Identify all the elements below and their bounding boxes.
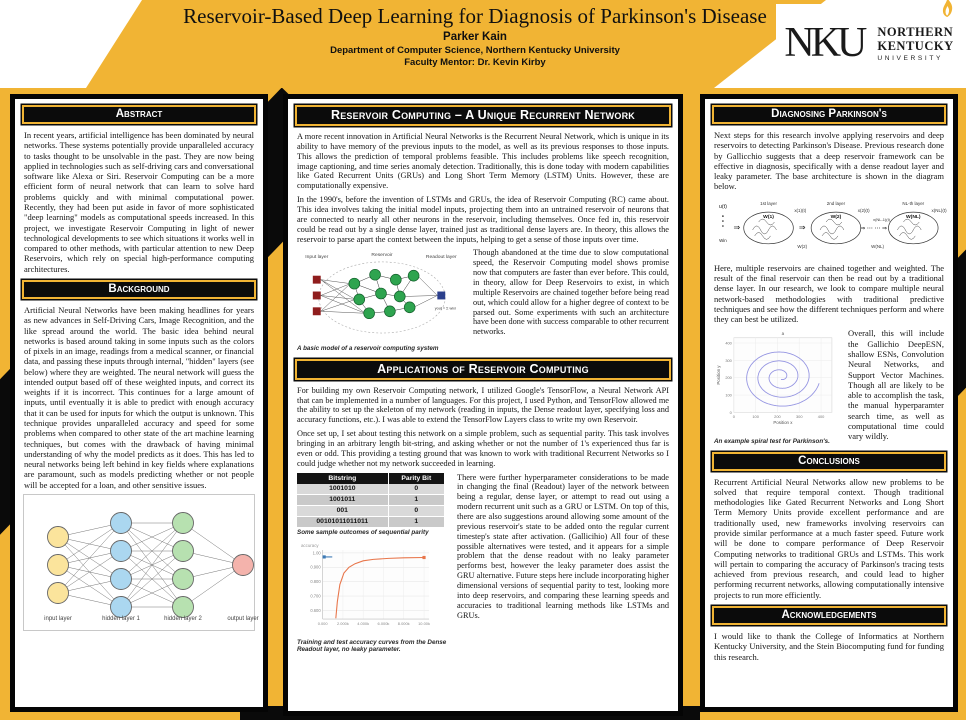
middle-column-panel <box>283 94 683 716</box>
applications-p3: There were further hyperparameter considerations to be made in changing the final (Readout) layer of the network between being a regular, dense layer, or attempt to read out using a modern recurrent unit such as a GRU or LSTM. On top of this, there are also suggestions around allowing some amount of the previous reservoir's state to be added onto the regular current timestep's state after activation. (Gallicihio) All four of these possible alternatives were tested, and it appears for a simple problem that the dense readout with no leaky parameter performs best, however the leaky parameter does assist the GRU alternative. Future steps here include incorporating higher dimensional versions of sequential parity to test, looking more into deep reservoirs, and comparing these learning speeds and accuracies to traditional learning methods like LSTMs and GRUs. <box>457 472 669 620</box>
svg-text:output layer: output layer <box>227 616 259 622</box>
spiral-caption: An example spiral test for Parkinson's. <box>714 438 830 446</box>
svg-text:2.000k: 2.000k <box>336 620 349 626</box>
nku-wordmark <box>877 26 953 62</box>
svg-text:input layer: input layer <box>44 616 72 622</box>
svg-text:hidden layer 2: hidden layer 2 <box>164 616 202 622</box>
reservoir-p2: In the 1990's, before the invention of LSTMs and GRUs, the idea of Reservoir Computing (RC) came about. This idea involves taking the initial model inputs, projecting them into an untrained reservoir of neurons that are connected to nearly all other neurons in the reservoir, including themselves. Once fed in, this reservoir could be read out by a single dense layer, trained just as traditional dense layers are. In theory, this allows the reservoir to parse apart the context between the inputs, helping to get a sense of those inputs over time. <box>297 195 669 244</box>
svg-text:1st layer: 1st layer <box>760 200 777 206</box>
parity-table-body <box>297 484 445 528</box>
svg-text:Input layer: Input layer <box>305 255 329 261</box>
svg-text:300: 300 <box>795 414 803 420</box>
svg-text:yout = Σ wixi: yout = Σ wixi <box>434 306 456 311</box>
section-header-reservoir-computing: Reservoir Computing – A Unique Recurrent Network <box>295 105 671 126</box>
reservoir-figure <box>297 248 467 344</box>
svg-text:x(1)(t): x(1)(t) <box>794 207 807 213</box>
poster-title: Reservoir-Based Deep Learning for Diagnosis of Parkinson's Disease <box>183 4 767 28</box>
table-row: 1001010 0 <box>297 484 445 495</box>
svg-text:⇒: ⇒ <box>733 222 741 232</box>
reservoir-p3-block <box>473 248 669 337</box>
svg-text:a: a <box>781 331 785 337</box>
applications-p2: Once set up, I set about testing this network on a simple problem, such as sequential parity. This task involves bringing in an arbitrary length bit-string, and asking whether or not the number of 1's experienced thus far is even or odd. This providing a testing ground that was known to work with traditional Recurrent Networks so I could judge whether not my network succeeded in learning. <box>297 429 669 468</box>
svg-text:2nd layer: 2nd layer <box>826 200 846 206</box>
reservoir-p1: A more recent innovation in Artificial Neural Networks is the Recurrent Neural Network, which is unique in its ability to have memory of the previous inputs to the model, as well as its previous responses to those inputs. This allows the prediction of temporal problems feasible. This includes problems like speech recognition, image captioning, and time series anomaly detection. Traditionally, this is done today with modern capabilities like Gated Recurrent Units (GRUs) and Long Short Term Memory (LSTM) Units. However, these are computationally expensive. <box>297 132 669 191</box>
accuracy-chart-caption: Training and test accuracy curves from the Dense Readout layer, no leaky parameter. <box>297 638 447 654</box>
col-bitstring: Bitstring <box>297 473 388 484</box>
diagnosing-p3-block <box>848 328 944 441</box>
reservoir-p3: Though abandoned at the time due to slow computational speed, the Reservoir Computing model shows promise now that computers are faster than ever before. This could, in theory, allow for Deep Reservoirs to exist, in which multiple Reservoirs are chained together before being read out, which could allow for a higher degree of context to be parsed out. Some experiments with such an architecture have been done with success comparable to other recurrent networks. <box>473 248 669 337</box>
svg-text:0.000: 0.000 <box>317 620 328 626</box>
reservoir-figure-block <box>297 248 467 352</box>
svg-text:1.00: 1.00 <box>312 550 321 556</box>
svg-text:⇒: ⇒ <box>798 222 806 232</box>
svg-text:Position x: Position x <box>773 420 793 426</box>
applications-p3-block <box>457 473 669 621</box>
svg-text:u(t): u(t) <box>718 203 727 210</box>
nku-logo <box>776 4 962 84</box>
nn-figure-svg <box>24 497 260 623</box>
table-header-row <box>297 473 445 484</box>
nku-line1: NORTHERN <box>877 25 954 39</box>
left-column-panel <box>10 94 268 712</box>
spiral-chart <box>714 328 844 437</box>
spiral-chart-svg <box>714 328 840 432</box>
abstract-text: In recent years, artificial intelligence has been dominated by neural networks. These systems potentially provide unparalleled accuracy to tasks thought to be unsolvable in the past. They are now being applied in technologies such as self-driving cars and conversational software like Alexa or Siri. Reservoir Computing can be a more efficient form of neural network that can learn to solve hard problems quickly and with minimal computational power. Recently, they had been put aside in favor of more sophisticated "deep learning" models as computational speeds increased. In this project, we investigate Reservoir Computing in light of newer technological developments to see which situations it works well in compared to other methods, with particular attention to new Deep Reservoirs, which rely on special high-performance computing architectures. <box>24 130 254 274</box>
section-header-background: Background <box>22 280 256 299</box>
accuracy-chart <box>297 540 449 638</box>
svg-text:10.00k: 10.00k <box>418 620 430 626</box>
section-header-applications: Applications of Reservoir Computing <box>295 359 671 380</box>
svg-text:200: 200 <box>725 375 732 381</box>
svg-text:0.800: 0.800 <box>310 578 321 584</box>
deep-esn-diagram <box>713 196 945 259</box>
svg-text:W(NL): W(NL) <box>871 243 885 249</box>
svg-text:100: 100 <box>752 414 759 420</box>
svg-text:400: 400 <box>725 340 732 346</box>
svg-text:Win: Win <box>719 237 727 243</box>
svg-text:400: 400 <box>817 414 825 420</box>
conclusions-text: Recurrent Artificial Neural Networks allow new problems to be solved that require temporal context. Though traditional methodologies like Gated Recurrent Networks and Long Short Term Memory Units provide excellent performance and are traditionally used, new frameworks involving reservoirs can provide similar performance at a much faster speed. Future work will be done to compare performance of Deep Reservoir Computing networks to traditional GRUs and LSTMs. This work will pertain to comparing the accuracy of Parkinson's tracing tests achieved from previous research, and could lead to higher performing recurrent networks, allowing computationally intensive projects to run more efficiently. <box>714 476 944 600</box>
diagnosing-p1: Next steps for this research involve applying reservoirs and deep reservoirs to detecting Parkinson's Disease. Previous research done by Gallicchio suggests that a deep reservoir framework can be effective in diagnosis, specifically with a dense readout layer and leaky parameter. The base architecture is shown in the diagram below. <box>714 130 944 192</box>
reservoir-figure-caption: A basic model of a reservoir computing system <box>297 345 439 353</box>
table-row: 1001011 1 <box>297 494 445 505</box>
nku-line3: UNIVERSITY <box>877 55 943 62</box>
poster-header <box>130 5 820 68</box>
table-row: 001 0 <box>297 505 445 516</box>
svg-text:4.000k: 4.000k <box>357 620 370 626</box>
table-row: 00101011011011 1 <box>297 516 445 527</box>
svg-text:W(NL): W(NL) <box>906 214 921 220</box>
right-column-panel <box>700 94 958 712</box>
svg-text:300: 300 <box>725 358 732 364</box>
nku-acronym: NKU <box>784 20 864 67</box>
section-header-abstract: Abstract <box>22 105 256 124</box>
parity-table-block <box>297 473 449 654</box>
accuracy-chart-svg <box>297 540 435 633</box>
spiral-figure-block <box>714 328 844 445</box>
diagnosing-p3: Overall, this will include the Gallichio DeepESN, shallow ESNs, Convolution Neural Networks, and Support Vector Machines. Though all are likely to be able to accomplish the task, the manual hyperparamter search time, as well as computational time could vary wildly. <box>848 328 944 442</box>
poster-author: Parker Kain <box>443 31 507 44</box>
poster-mentor: Faculty Mentor: Dr. Kevin Kirby <box>404 57 546 69</box>
deep-esn-svg <box>713 196 947 254</box>
svg-text:W(1): W(1) <box>763 214 774 220</box>
reservoir-figure-svg <box>297 248 465 339</box>
reservoir-figure-row <box>297 248 669 352</box>
svg-text:hidden layer 1: hidden layer 1 <box>102 616 140 622</box>
svg-text:x(NL)(t): x(NL)(t) <box>931 207 947 213</box>
svg-text:0.600: 0.600 <box>310 607 321 613</box>
svg-text:0.900: 0.900 <box>310 564 321 570</box>
section-header-acknowledgements: Acknowledgements <box>712 606 946 625</box>
svg-text:Reservoir: Reservoir <box>371 253 393 259</box>
svg-text:Position y: Position y <box>716 365 722 386</box>
svg-text:NL-th layer: NL-th layer <box>902 200 925 206</box>
applications-row <box>297 473 669 654</box>
svg-text:accuracy: accuracy <box>300 542 319 548</box>
svg-text:x(NL-1)(t): x(NL-1)(t) <box>873 216 891 222</box>
background-text: Artificial Neural Networks have been making headlines for years as new advances in Self-Driving Cars, Image Recognition, and the like spread around the world. The basic idea behind neural networks is based around taking in some inputs such as the colors of pixels in an image, readings from a medical scanner, or financial data, and passing these inputs through internal, "hidden" layers (see below) where they are weighted. The neural network will guess the intended output based off of these weighted inputs, and correct its weights if it is incorrect. This continues for a large amount of inputs, until eventually it is able to predict with enough accuracy that it can be used for inputs for which the output is unknown. This technique provides unparalleled accuracy and speed for some problems when compared to other state of the art machine learning techniques, but comes with the drawback of having minimal understanding of why the model predicts as it does. This has led to neural networks being left behind in key fields where explanations are paramount, such as models predicting whether or not people will be accepted for a loan, and other sensitive issues. <box>24 304 255 490</box>
svg-text:x(2)(t): x(2)(t) <box>857 207 870 213</box>
nn-figure <box>23 494 259 631</box>
section-header-diagnosing: Diagnosing Parkinson's <box>712 105 946 124</box>
svg-text:0: 0 <box>732 414 735 420</box>
poster-department: Department of Computer Science, Northern Kentucky University <box>330 45 620 57</box>
svg-text:W(2): W(2) <box>797 243 808 249</box>
diagnosing-p2: Here, multiple reservoirs are chained together and weighted. The result of the final reservoir can then be read out by a traditional dense layer. In our research, we look to compare multiple neural network-based methodologies with traditional predictive techniques and see how the different techniques perform and where they can best be utilized. <box>714 262 944 325</box>
svg-text:100: 100 <box>725 392 732 398</box>
svg-text:⇒ ⋯ ⋯ ⇒: ⇒ ⋯ ⋯ ⇒ <box>860 225 888 232</box>
parity-table-caption: Some sample outcomes of sequential parity <box>297 528 429 536</box>
nku-line2: KENTUCKY <box>877 38 954 53</box>
svg-text:8.000k: 8.000k <box>397 620 410 626</box>
svg-text:Readout layer: Readout layer <box>425 255 457 261</box>
svg-text:6.000k: 6.000k <box>377 620 390 626</box>
col-parity-bit: Parity Bit <box>388 473 444 484</box>
svg-text:W(2): W(2) <box>830 214 842 220</box>
svg-text:200: 200 <box>774 414 781 420</box>
acknowledgements-text: I would like to thank the College of Informatics at Northern Kentucky University, and the Stein Biocomputing fund for funding this research. <box>714 630 944 662</box>
svg-text:0: 0 <box>729 410 732 416</box>
spiral-row <box>714 328 944 445</box>
flame-icon <box>941 0 954 18</box>
parity-table <box>297 473 445 528</box>
svg-text:0.700: 0.700 <box>310 593 321 599</box>
applications-p1: For building my own Reservoir Computing network, I utilized Google's TensorFlow, a Neural Network API that can be implemented in a number of languages. For this project, I used Python, and TensorFlow allowed me the ability to set up the skeleton of my network (reading in inputs, the Dense readout layer, specifying loss and accuracy functions, etc.). I was able to extend the TensorFlow Layers class to write my own Reservoir. <box>297 385 669 425</box>
section-header-conclusions: Conclusions <box>712 452 946 471</box>
